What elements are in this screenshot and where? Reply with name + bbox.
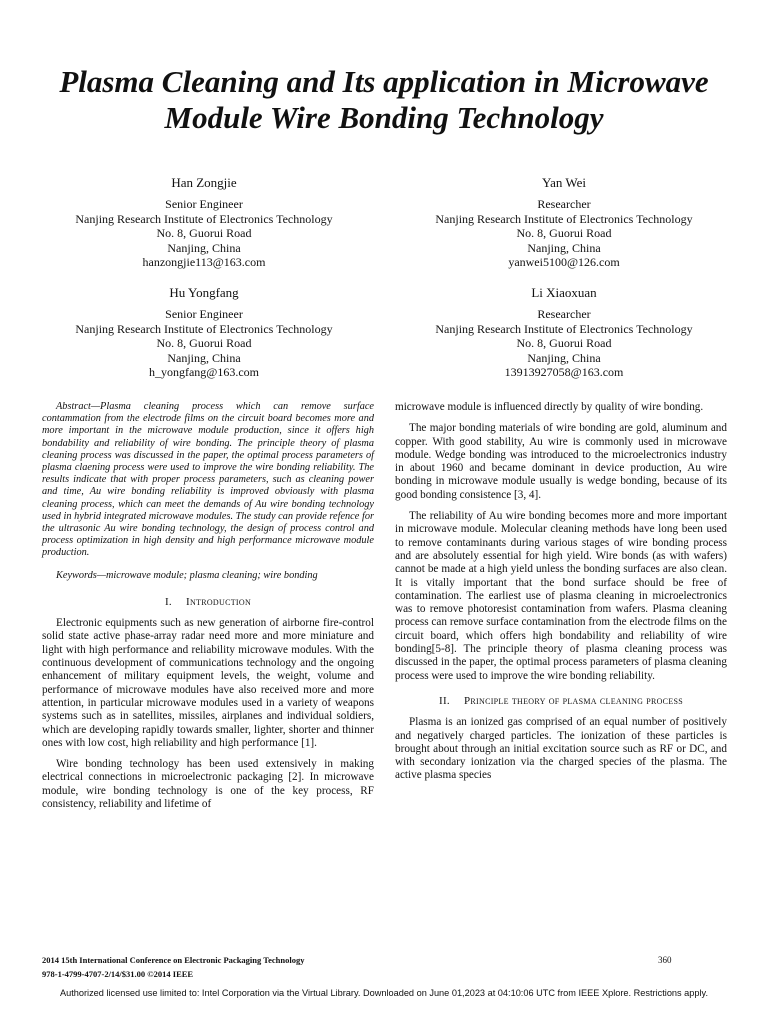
author-block: [384, 176, 744, 269]
body-paragraph: The major bonding materials of wire bonding are gold, aluminum and copper. With good stability, Au wire is commonly used in microwave module. Wedge bonding was introduced to the microelectronics industry in about 1960 and became dominant in device production, Au wire bonding in microwave module usually is wedge bonding, because of its good bonding consistence [3, 4].: [395, 422, 727, 501]
right-column: [395, 401, 727, 791]
author-address: No. 8, Guorui Road: [516, 226, 612, 241]
body-paragraph: The reliability of Au wire bonding becomes more and more important in microwave module. Molecular cleaning methods have long been used to remove contaminants during various stages of wire bonding process and are absolutely essential for high yield. Wire bonds (as with wafers) cannot be made at a high yield unless the bonding surfaces are also clean. It is vitally important that the bond surface should be free of contamination. The earliest use of plasma cleaning in microelectronics was to remove photoresist contamination from wafers. Plasma cleaning process can remove surface contamination from the electrode films on the circuit board, which offers high bondability and reliability of wire bonding[5-8]. The principle theory of plasma cleaning process was discussed in the paper, the optimal process parameters of plasma cleaning process were used to improve the wire bonding reliability.: [395, 510, 727, 682]
author-address: No. 8, Guorui Road: [156, 226, 252, 241]
author-position: Researcher: [537, 197, 591, 212]
author-name: Yan Wei: [542, 175, 586, 190]
author-city: Nanjing, China: [527, 350, 601, 365]
body-paragraph: Wire bonding technology has been used extensively in making electrical connections in microelectronic packaging [2]. In microwave module, wire bonding technology is one of the key process, RF consistency, reliability and lifetime of: [42, 758, 374, 810]
page-number: 360: [658, 955, 672, 965]
author-address: No. 8, Guorui Road: [156, 336, 252, 351]
author-institute: Nanjing Research Institute of Electronics Technology: [435, 211, 693, 226]
keywords: Keywords—microwave module; plasma cleaning; wire bonding: [56, 569, 318, 581]
section-number: II.: [439, 694, 450, 707]
author-position: Senior Engineer: [165, 307, 243, 322]
author-city: Nanjing, China: [167, 350, 241, 365]
section-title: Introduction: [185, 595, 252, 608]
author-name: Han Zongjie: [171, 175, 237, 190]
author-email[interactable]: h_yongfang@163.com: [148, 365, 260, 380]
left-column: [42, 401, 374, 819]
section-heading-introduction: [42, 596, 374, 609]
section-number: I.: [164, 595, 172, 608]
author-position: Senior Engineer: [165, 197, 243, 212]
abstract: Abstract—Plasma cleaning process which can remove surface contammation from the electrode films on the circuit board becomes more and more important in the microwave module production, since it offers high bondability and reliability of wire bonding. The principle theory of plasma cleaning process was discussed in the paper, the optimal process parameters of plasma claening process were used to improve the wire bonding reliability. The results indicate that with proper process parameters, such as cleaning power and time, Au wire bonding reliability is improved obviously with plasma cleaning process, which can meet the demands of Au wire bonding technology used in hybrid integrated microwave modules. The study can provide refence for the ultrasonic Au wire bonding technology, the design of process control and process optimization in high density and high performance microwave module production.: [42, 401, 374, 559]
author-name: Li Xiaoxuan: [531, 285, 597, 300]
body-paragraph: Electronic equipments such as new generation of airborne fire-control solid state active phase-array radar need more and more miniature and light with high performance and reliability microwave modules. With the continuous development of communications technology and the ongoing enhancement of military equipment levels, the weight, volume and performance of microwave modules have also received more and more attention, in particular microwave modules used in a variety of weapons systems such as in satellites, missiles, airplanes and individual soldiers, which are developing rapidly towards smaller, lighter, shorter and thinner ones with low cost, high reliability and high performance [1].: [42, 617, 374, 749]
author-email[interactable]: hanzongjie113@163.com: [142, 255, 266, 270]
author-city: Nanjing, China: [527, 240, 601, 255]
author-position: Researcher: [537, 307, 591, 322]
body-paragraph: Plasma is an ionized gas comprised of an equal number of positively and negatively charged particles. The ionization of these particles is brought about through an initial excitation source such as RF or DC, and with secondary ionization via the charged species of the plasma. The active plasma species: [395, 716, 727, 782]
isbn-line: 978-1-4799-4707-2/14/$31.00 ©2014 IEEE: [42, 969, 194, 979]
conference-name: 2014 15th International Conference on Electronic Packaging Technology: [42, 955, 305, 965]
author-address: No. 8, Guorui Road: [516, 336, 612, 351]
author-block: [384, 286, 744, 379]
section-heading-principle: [395, 695, 727, 708]
conference-footer: [42, 953, 304, 981]
author-institute: Nanjing Research Institute of Electronics Technology: [75, 321, 333, 336]
author-institute: Nanjing Research Institute of Electronics Technology: [75, 211, 333, 226]
author-name: Hu Yongfang: [169, 285, 239, 300]
author-email[interactable]: yanwei5100@126.com: [508, 255, 620, 270]
body-paragraph: microwave module is influenced directly by quality of wire bonding.: [395, 401, 704, 413]
author-block: [24, 286, 384, 379]
paper-title: Plasma Cleaning and Its application in Microwave Module Wire Bonding Technology: [59, 64, 709, 135]
section-title: Principle theory of plasma cleaning process: [463, 694, 683, 707]
author-institute: Nanjing Research Institute of Electronics Technology: [435, 321, 693, 336]
author-city: Nanjing, China: [167, 240, 241, 255]
license-notice: Authorized licensed use limited to: Intel Corporation via the Virtual Library. Downloaded on June 01,2023 at 04:10:06 UTC from IEEE Xplore. Restrictions apply.: [59, 988, 709, 998]
author-email[interactable]: 13913927058@163.com: [504, 365, 624, 380]
author-block: [24, 176, 384, 269]
